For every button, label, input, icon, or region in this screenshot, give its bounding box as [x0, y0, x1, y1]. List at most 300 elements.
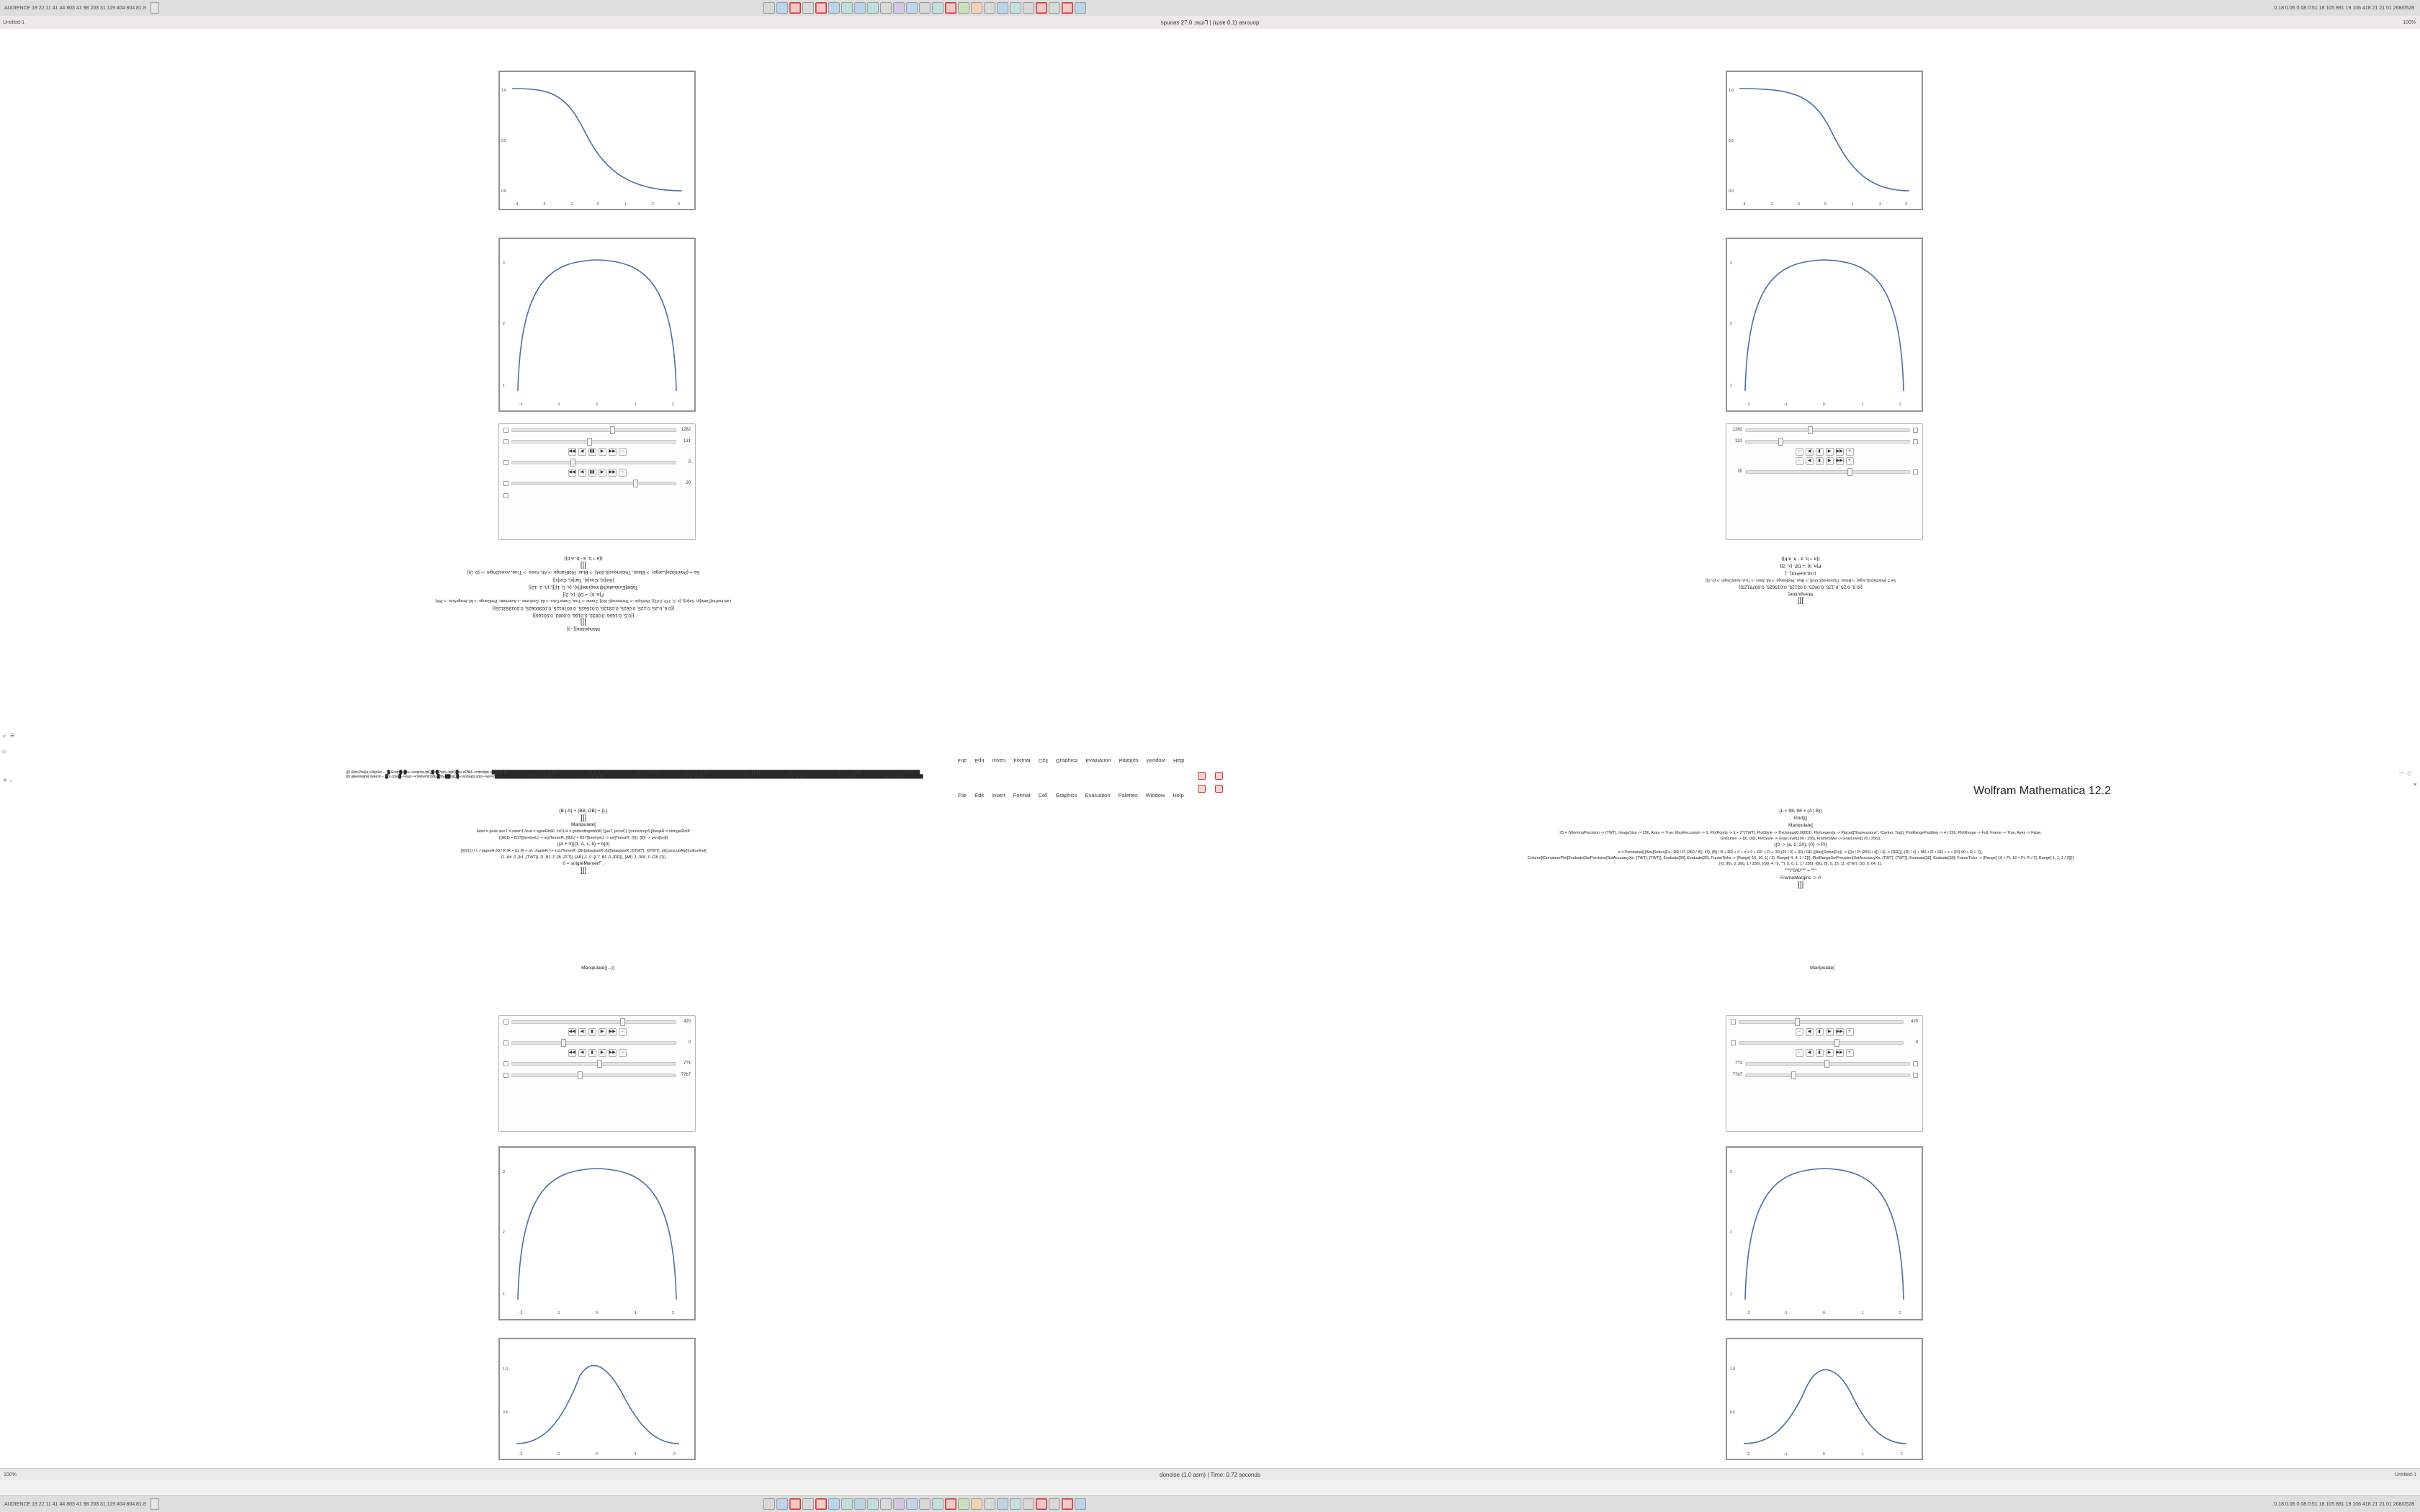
animation-controls-2[interactable]: [499, 468, 695, 477]
taskbar-icon-25[interactable]: [1075, 2, 1086, 14]
taskbar-icon-18[interactable]: [984, 1498, 995, 1510]
slider-b-value: 131: [1734, 439, 1742, 444]
taskbar-icon-22[interactable]: [1036, 1498, 1047, 1510]
minus-button[interactable]: −: [619, 1049, 627, 1057]
manipulate-row[interactable]: [1726, 424, 1922, 436]
taskbar-icon-3[interactable]: [789, 2, 801, 14]
play-button[interactable]: ▶: [599, 469, 606, 477]
taskbar-icon-18[interactable]: [984, 2, 995, 14]
locator-icon[interactable]: [1913, 428, 1918, 433]
code-line: {{0 Xtot»Ptu&a sXtipSw – , █i.Eoep█e█tu–>sopmts.tpiQ█n█Ppm–>tpiQ█ns.oPltM–>mtrmtpls.«███████████████████████████████████████████████████████████████████████████████████████████████████████████████████████████████████████████████████████████████████████████: [346, 770, 920, 775]
svg-text:2: 2: [503, 322, 505, 326]
code-line: {{0}}(1) / /. /-}agneR-J0 / R /R + b1 /R + b1 -/agneR |-> zo1/TemerR .{2K}[etauboeR ,{bt}[etauboeR ,{0TWT}, {0TWT}, et{cyescubAle}[noitcefnel]: [460, 849, 707, 854]
minus-button[interactable]: −: [619, 469, 627, 477]
minus-button[interactable]: −: [1796, 1049, 1803, 1057]
manipulate-row[interactable]: [499, 1016, 695, 1027]
menu-item-8[interactable]: ʇıpƎ: [974, 757, 985, 764]
manipulate-row[interactable]: [499, 1037, 695, 1048]
bottom-panel-right: [2274, 1502, 2420, 1507]
cell-group-mid-right[interactable]: [1253, 808, 2348, 888]
plus-button[interactable]: +: [1846, 457, 1854, 465]
code-line: Manipulate[{...}]: [581, 966, 614, 971]
svg-text:-1: -1: [557, 1311, 560, 1315]
slider-c-value: 7?1: [1734, 1061, 1742, 1066]
step-back-button[interactable]: ◀: [578, 1049, 586, 1057]
animation-controls[interactable]: [499, 1027, 695, 1037]
step-back-fast-button[interactable]: ◀◀: [568, 469, 576, 477]
menu-icon[interactable]: ☰: [10, 734, 15, 739]
cell-group-top-right[interactable]: [1268, 554, 2334, 603]
taskbar-icon-12[interactable]: [906, 2, 918, 14]
taskbar-icon-19[interactable]: [997, 2, 1008, 14]
taskbar-icon-5[interactable]: [815, 1498, 827, 1510]
taskbar-icon-13[interactable]: [919, 1498, 931, 1510]
slider-a-value: 1282: [681, 428, 691, 432]
step-back-fast-button[interactable]: ◀◀: [568, 1049, 576, 1057]
dense-code-ribbon-1: [346, 770, 2074, 779]
menubar-flipped[interactable]: [958, 757, 1184, 764]
manipulate-row[interactable]: [499, 436, 695, 447]
pause-button[interactable]: ▮: [1816, 1028, 1824, 1036]
locator-icon[interactable]: [1731, 1040, 1736, 1045]
menu-item-8[interactable]: Window: [1145, 792, 1165, 798]
play-button[interactable]: ▶: [599, 1028, 606, 1036]
svg-text:0.5: 0.5: [1729, 139, 1734, 143]
code-line: Se = {PointSize[Large] -> Black, Thickness[0.004] -> Blue, PlotRange -> All, Axes -> True, AxesOrigin -> {0, 0}}: [467, 570, 700, 575]
code-line: {L + 98, 98 + (A | B)}: [1779, 809, 1822, 814]
taskbar-icon-23[interactable]: [1049, 1498, 1060, 1510]
taskbar-icon-11[interactable]: [893, 2, 905, 14]
menu-item-6[interactable]: Evaluation: [1085, 792, 1111, 798]
step-back-button[interactable]: ◀: [1806, 457, 1814, 465]
taskbar-icon-16[interactable]: [958, 1498, 969, 1510]
pause-button[interactable]: ▮▮: [588, 469, 596, 477]
code-line: Manipulate[{...}]: [567, 626, 600, 632]
status-badge[interactable]: [1215, 785, 1223, 793]
animation-controls-2[interactable]: [1726, 456, 1922, 466]
locator-icon[interactable]: [1913, 1061, 1918, 1066]
taskbar-icon-7[interactable]: [841, 2, 853, 14]
taskbar-icon-17[interactable]: [971, 2, 982, 14]
dome-curve-plot-mirrored: [1726, 238, 1923, 412]
manipulate-row[interactable]: [1726, 1037, 1922, 1048]
svg-text:1: 1: [635, 402, 637, 407]
menu-item-3[interactable]: Format: [1013, 792, 1031, 798]
svg-text:-2: -2: [1770, 202, 1773, 207]
step-back-button[interactable]: ◀: [578, 469, 586, 477]
svg-text:-2: -2: [519, 402, 523, 407]
svg-text:1: 1: [1730, 1292, 1732, 1297]
taskbar-icon-5[interactable]: [815, 2, 827, 14]
manipulate-panel-lower-right[interactable]: [1726, 1015, 1923, 1132]
svg-text:0: 0: [596, 1311, 598, 1315]
slider-d[interactable]: [511, 480, 676, 487]
svg-text:-3: -3: [515, 202, 519, 207]
top-panel-tasklist: [763, 2, 1086, 14]
taskbar-icon-9[interactable]: [867, 1498, 879, 1510]
svg-text:0: 0: [597, 202, 599, 207]
menu-item-9[interactable]: ǝlıℲ: [958, 757, 967, 764]
locator-icon[interactable]: [503, 1073, 508, 1078]
menu-item-1[interactable]: wopuıM: [1146, 757, 1165, 764]
svg-text:-1: -1: [570, 202, 573, 207]
plus-button[interactable]: +: [1846, 1028, 1854, 1036]
taskbar-icon-25[interactable]: [1075, 1498, 1086, 1510]
taskbar-icon-6[interactable]: [828, 1498, 840, 1510]
play-button[interactable]: ▶: [1826, 457, 1834, 465]
step-back-fast-button[interactable]: ◀◀: [568, 1028, 576, 1036]
svg-text:1: 1: [1862, 1452, 1864, 1457]
taskbar-icon-24[interactable]: [1062, 2, 1073, 14]
slider-b[interactable]: [511, 1039, 676, 1046]
taskbar-icon-11[interactable]: [893, 1498, 905, 1510]
slider-d[interactable]: [1745, 468, 1910, 475]
step-forward-button[interactable]: ▶▶: [1836, 1049, 1844, 1057]
slider-a-value: 1282: [1732, 428, 1742, 432]
taskbar-icon-12[interactable]: [906, 1498, 918, 1510]
animation-controls[interactable]: [1726, 447, 1922, 456]
locator-icon[interactable]: [1913, 439, 1918, 444]
manipulate-row[interactable]: [499, 456, 695, 468]
step-back-button[interactable]: ◀: [1806, 448, 1814, 456]
manipulate-row[interactable]: [1726, 466, 1922, 477]
taskbar-icon-6[interactable]: [828, 2, 840, 14]
slider-a[interactable]: [1745, 426, 1910, 433]
locator-icon[interactable]: [1913, 1073, 1918, 1078]
animation-controls-2[interactable]: [1726, 1048, 1922, 1058]
taskbar-icon-16[interactable]: [958, 2, 969, 14]
taskbar-icon-15[interactable]: [945, 2, 956, 14]
cell-group-lower-left[interactable]: [447, 965, 749, 972]
svg-text:2: 2: [1901, 1452, 1903, 1457]
minus-button[interactable]: −: [1796, 1028, 1803, 1036]
svg-text:1: 1: [1862, 402, 1864, 407]
minus-button[interactable]: −: [619, 1028, 627, 1036]
sigmoid-curve-plot: [498, 71, 696, 210]
locator-icon[interactable]: [503, 428, 508, 433]
close-icon[interactable]: ✕: [2413, 783, 2417, 788]
taskbar-icon-24[interactable]: [1062, 1498, 1073, 1510]
menu-item-0[interactable]: File: [958, 792, 967, 798]
svg-text:0: 0: [1823, 1311, 1825, 1315]
settings-icon[interactable]: [1731, 1020, 1736, 1025]
step-forward-button[interactable]: ▶▶: [1836, 457, 1844, 465]
svg-text:3: 3: [1905, 202, 1907, 207]
notebook-canvas[interactable]: [0, 29, 2420, 1469]
step-forward-button[interactable]: ▶▶: [1836, 448, 1844, 456]
code-line: F[a, b] := D[f, {x, 2}]: [563, 592, 604, 598]
step-forward-button[interactable]: ▶▶: [609, 1028, 617, 1036]
cell-group-top-left[interactable]: [86, 554, 1080, 632]
dome-curve-plot-lower-right: [1726, 1146, 1923, 1320]
cell-group-lower-right[interactable]: [1671, 965, 1973, 972]
svg-text:-1: -1: [1797, 202, 1801, 207]
menu-item-2[interactable]: Insert: [992, 792, 1005, 798]
svg-text:-2: -2: [1747, 1311, 1750, 1315]
svg-text:1.0: 1.0: [501, 89, 506, 93]
pause-button[interactable]: ▮▮: [588, 448, 596, 456]
manipulate-panel-top-left[interactable]: [498, 423, 696, 540]
menu-item-5[interactable]: Graphics: [1055, 792, 1077, 798]
taskbar-icon-21[interactable]: [1023, 1498, 1034, 1510]
manipulate-panel-lower-left[interactable]: [498, 1015, 696, 1132]
maximize-icon[interactable]: ◻: [2407, 771, 2411, 776]
taskbar-icon-22[interactable]: [1036, 2, 1047, 14]
slider-a[interactable]: [1739, 1018, 1904, 1025]
slider-d-value: 7?b7: [1732, 1073, 1742, 1077]
code-line: {B | A} + {BB, DB} + {L}: [559, 809, 608, 814]
step-forward-fast-button[interactable]: ▶▶: [609, 448, 617, 456]
svg-text:0: 0: [1824, 202, 1827, 207]
play-button[interactable]: ▶: [599, 1049, 606, 1057]
step-forward-button[interactable]: ▶▶: [609, 1049, 617, 1057]
settings-icon[interactable]: [503, 493, 508, 498]
menu-item-9[interactable]: Help: [1173, 792, 1184, 798]
svg-text:2: 2: [1899, 402, 1901, 407]
taskbar-icon-4[interactable]: [802, 1498, 814, 1510]
code-line: FrameMargins -> 0: [1780, 875, 1821, 881]
locator-icon[interactable]: [503, 1040, 508, 1045]
svg-text:1: 1: [1852, 202, 1854, 207]
svg-text:-2: -2: [1747, 1452, 1750, 1457]
code-line: F[a, b] := D[f, {x, 2}]: [1780, 563, 1821, 569]
window-title-left: Untitled-1: [3, 19, 24, 25]
play-button[interactable]: ▶: [1826, 1028, 1834, 1036]
show-desktop-button[interactable]: [151, 2, 159, 14]
step-forward-button[interactable]: ▶▶: [1836, 1028, 1844, 1036]
svg-text:-2: -2: [542, 202, 546, 207]
svg-text:-2: -2: [519, 1452, 523, 1457]
taskbar-icon-10[interactable]: [880, 2, 892, 14]
svg-text:0: 0: [1823, 402, 1825, 407]
slider-d-value: 7?b7: [681, 1073, 691, 1077]
cell-bracket: ]]]: [580, 617, 587, 626]
panel-right-info: 0.18 0.06 0.08 0:51 18 105 881 19 106 418 21 21 01 268/0528: [2274, 5, 2414, 11]
menu-item-7[interactable]: ʇɹǝsuI: [992, 757, 1006, 764]
taskbar-icon-20[interactable]: [1010, 2, 1021, 14]
pause-button[interactable]: ▮: [588, 1049, 596, 1057]
menubar[interactable]: [958, 792, 1184, 798]
taskbar-icon-23[interactable]: [1049, 2, 1060, 14]
panel-right-info: 0.18 0.06 0.08 0:51 18 105 881 19 106 418 21 21 01 268/0528: [2274, 1501, 2414, 1507]
menu-item-7[interactable]: Palettes: [1118, 792, 1138, 798]
step-back-fast-button[interactable]: ◀◀: [568, 448, 576, 456]
animation-controls[interactable]: [499, 447, 695, 456]
taskbar-icon-8[interactable]: [854, 2, 866, 14]
taskbar-icon-21[interactable]: [1023, 2, 1034, 14]
code-line: e = Piecewise[{{Abs[Setiun]Fx / RR / Pi {360 / 8}}, 4Q, {B} / B + RR + 0 + x + 0 + RR + Pi + 0R (20 / 0) + {R} / RR {{Abs[Setiun]Fx}} -> {{(x / Pi {256} / 4}} / 4} -> {RR}}}, {R} / 4} + M0 + R + RR + x + {Pi} 90 + R + 1}},: [1618, 850, 1984, 855]
menu-item-6[interactable]: ʇɐɯɹoℲ: [1013, 757, 1031, 764]
bump-curve-plot-lower-right: [1726, 1338, 1923, 1460]
animation-controls-2[interactable]: [499, 1048, 695, 1058]
top-panel-left: [0, 2, 159, 14]
slider-a[interactable]: [511, 426, 676, 433]
bottom-panel: [0, 1495, 2420, 1512]
code-line: ListLinePlot[Table[{n, Sin[n]}, {n, 0, 2 Pi, 0.01}], PlotStyle -> Thickness[0.003], Frame -> True, FrameTicks -> All, GridLines -> Automatic, PlotRange -> All, ImageSize -> 256]: [435, 598, 732, 603]
code-line: GridLines -> {{0, {0}}, PlotStyle -> GrayLevel[100 / 256], FrameStyle -> GrayLevel[178 / 256]},: [1720, 837, 1881, 842]
menu-icon[interactable]: ▫: [10, 779, 12, 784]
show-desktop-button[interactable]: [151, 1498, 159, 1510]
svg-text:0: 0: [596, 402, 598, 407]
code-line: Manipulate[: [1788, 823, 1814, 829]
status-badge[interactable]: [1198, 772, 1206, 780]
taskbar-icon-3[interactable]: [789, 1498, 801, 1510]
manipulate-row[interactable]: [499, 1058, 695, 1069]
slider-a[interactable]: [511, 1018, 676, 1025]
svg-text:-3: -3: [1742, 202, 1746, 207]
menu-item-1[interactable]: Edit: [974, 792, 985, 798]
taskbar-icon-20[interactable]: [1010, 1498, 1021, 1510]
slider-b-value: 0: [1915, 1040, 1918, 1045]
taskbar-icon-19[interactable]: [997, 1498, 1008, 1510]
svg-text:3: 3: [1730, 261, 1732, 266]
code-line: Manipulate[: [1809, 966, 1835, 971]
svg-text:-1: -1: [1784, 402, 1788, 407]
manipulate-row[interactable]: [1726, 1069, 1922, 1081]
slider-c[interactable]: [1745, 1060, 1910, 1067]
taskbar-icon-14[interactable]: [932, 1498, 944, 1510]
manipulate-row[interactable]: [1726, 436, 1922, 447]
settings-icon[interactable]: [503, 1020, 508, 1025]
play-button[interactable]: ▶: [1826, 1049, 1834, 1057]
sigmoid-curve-plot-mirrored: [1726, 71, 1923, 210]
pause-button[interactable]: ▮: [1816, 1049, 1824, 1057]
minus-button[interactable]: −: [1796, 448, 1803, 456]
svg-text:-1: -1: [557, 402, 560, 407]
svg-text:0.5: 0.5: [1730, 1410, 1735, 1415]
step-back-button[interactable]: ◀: [578, 1028, 586, 1036]
scroll-handle[interactable]: ◇: [2, 750, 6, 755]
code-line: """/"0/0/""" = """: [1785, 868, 1816, 873]
step-back-button[interactable]: ◀: [1806, 1049, 1814, 1057]
step-forward-fast-button[interactable]: ▶▶: [609, 469, 617, 477]
plus-button[interactable]: +: [1846, 1049, 1854, 1057]
locator-icon[interactable]: [503, 1061, 508, 1066]
svg-text:1: 1: [635, 1311, 637, 1315]
window-app-title: Wolfram Mathematica 12.2: [1973, 785, 2111, 797]
code-line: {{0, 90}, 0, 360, 1 / 256}, {{98, 4 / 8, ""}, 5, 0, 1, 1 / 256}, {{81, 8}, 0, 16, 1}, {{TWT, 16}, 0, 64, 1},: [1718, 862, 1883, 867]
slider-b[interactable]: [1739, 1039, 1904, 1046]
svg-text:0: 0: [596, 1452, 598, 1457]
close-icon[interactable]: ✕: [3, 778, 7, 783]
code-line: ListLinePlot[...]: [1785, 570, 1816, 576]
step-back-button[interactable]: ◀: [578, 448, 586, 456]
slider-b-value: 0: [688, 1040, 691, 1045]
plus-button[interactable]: +: [1846, 448, 1854, 456]
menu-item-3[interactable]: uoıʇɐnlɐʌƎ: [1085, 757, 1111, 764]
svg-text:2: 2: [672, 1311, 674, 1315]
panel-left-info: AUDIENCE 19 22 11 41 44 803 41 98 203 31 119 404 804 81.8: [4, 5, 146, 11]
taskbar-icon-1[interactable]: [763, 2, 775, 14]
menu-item-5[interactable]: llǝƆ: [1038, 757, 1048, 764]
slider-b[interactable]: [511, 438, 676, 445]
taskbar-icon-15[interactable]: [945, 1498, 956, 1510]
slider-c[interactable]: [511, 459, 676, 466]
taskbar-icon-4[interactable]: [802, 2, 814, 14]
taskbar-icon-14[interactable]: [932, 2, 944, 14]
svg-text:-1: -1: [1784, 1311, 1788, 1315]
taskbar-icon-13[interactable]: [919, 2, 931, 14]
cell-bracket: ]]]: [580, 867, 587, 876]
slider-b-value: 131: [683, 439, 691, 444]
svg-text:-1: -1: [557, 1452, 560, 1457]
status-left: 100%: [4, 1472, 17, 1477]
slider-d[interactable]: [511, 1071, 676, 1079]
minimize-icon[interactable]: —: [2399, 770, 2404, 775]
dome-curve-plot: [498, 238, 696, 412]
locator-icon[interactable]: [503, 460, 508, 465]
svg-text:2: 2: [1730, 322, 1732, 326]
taskbar-icon-8[interactable]: [854, 1498, 866, 1510]
menu-item-4[interactable]: sɔıɥdɐɹ⅁: [1055, 757, 1078, 764]
animation-controls[interactable]: [1726, 1027, 1922, 1037]
play-button[interactable]: ▶: [599, 448, 606, 456]
taskbar-icon-10[interactable]: [880, 1498, 892, 1510]
svg-text:1: 1: [503, 384, 505, 388]
slider-d-value: 20: [1737, 469, 1742, 474]
status-badge[interactable]: [1215, 772, 1223, 780]
minus-button[interactable]: −: [619, 448, 627, 456]
slider-c[interactable]: [511, 1060, 676, 1067]
status-right: Untitled-1: [2395, 1472, 2416, 1477]
panel-left-info: AUDIENCE 19 22 11 41 44 803 41 98 203 31 119 404 804 81.8: [4, 1501, 146, 1507]
minus-button[interactable]: −: [1796, 457, 1803, 465]
manipulate-row[interactable]: [1726, 1058, 1922, 1069]
code-line: Column[{CurvaturePlot[Evaluate[SetPrecision[SetAccuracyXe, {TWT}, {TWT}], Evaluate[30], Evaluate[25], FrameTicks -> {Range[-16, 16, 1] / 2}, Range[-4, 4, 1 / 2]}], PlotRangeSetPrecision[SetAccuracyXe, {TWT}, {TWT}], Evaluate[30], Evaluate[30], FrameTicks -> {Range[-16 + Pi, 16 + Pi, Pi / 2], Range[-1, 1, 1 / 2]}}]: [1528, 856, 2074, 860]
taskbar-icon-9[interactable]: [867, 2, 879, 14]
status-badge[interactable]: [1198, 785, 1206, 793]
slider-d-value: 20: [686, 481, 691, 485]
taskbar-icon-2[interactable]: [776, 2, 788, 14]
step-back-button[interactable]: ◀: [1806, 1028, 1814, 1036]
play-button[interactable]: ▶: [1826, 448, 1834, 456]
taskbar-icon-2[interactable]: [776, 1498, 788, 1510]
svg-text:1: 1: [624, 202, 627, 207]
taskbar-icon-17[interactable]: [971, 1498, 982, 1510]
svg-text:0.5: 0.5: [503, 1410, 508, 1415]
slider-c-value: 0: [688, 460, 691, 464]
locator-icon[interactable]: [503, 481, 508, 486]
pause-button[interactable]: ▮: [1816, 448, 1824, 456]
slider-d[interactable]: [1745, 1071, 1910, 1079]
svg-text:0.0: 0.0: [501, 189, 506, 194]
locator-icon[interactable]: [503, 439, 508, 444]
window-zoom-level: 100%: [2403, 19, 2416, 25]
manipulate-row[interactable]: [499, 424, 695, 436]
taskbar-icon-1[interactable]: [763, 1498, 775, 1510]
taskbar-icon-7[interactable]: [841, 1498, 853, 1510]
slider-a-value: 420: [1910, 1020, 1918, 1024]
pause-button[interactable]: ▮: [1816, 457, 1824, 465]
svg-text:2: 2: [673, 1452, 676, 1457]
pause-button[interactable]: ▮: [588, 1028, 596, 1036]
manipulate-row[interactable]: [1726, 1016, 1922, 1027]
menu-item-4[interactable]: Cell: [1038, 792, 1048, 798]
manipulate-row[interactable]: [499, 477, 695, 489]
menu-item-0[interactable]: dlǝH: [1173, 757, 1185, 764]
code-line: {{0.5, 0.25, 0.125, 0.0625, 0.03125, 0.015625, 0.0078125}}: [1739, 584, 1863, 590]
svg-text:0: 0: [1823, 1452, 1825, 1457]
settings-icon[interactable]: [1913, 469, 1918, 474]
cell-group-mid-left[interactable]: [72, 808, 1095, 874]
menu-item-2[interactable]: sǝʇʇǝlɐԀ: [1119, 757, 1139, 764]
cell-bracket: ]]]: [1797, 596, 1804, 605]
manipulate-row[interactable]: [499, 1069, 695, 1081]
close-icon[interactable]: ×: [3, 734, 6, 739]
code-line: {{a + b, a - b, a b}}: [564, 556, 603, 562]
manipulate-panel-top-right[interactable]: [1726, 423, 1923, 540]
slider-b[interactable]: [1745, 438, 1910, 445]
